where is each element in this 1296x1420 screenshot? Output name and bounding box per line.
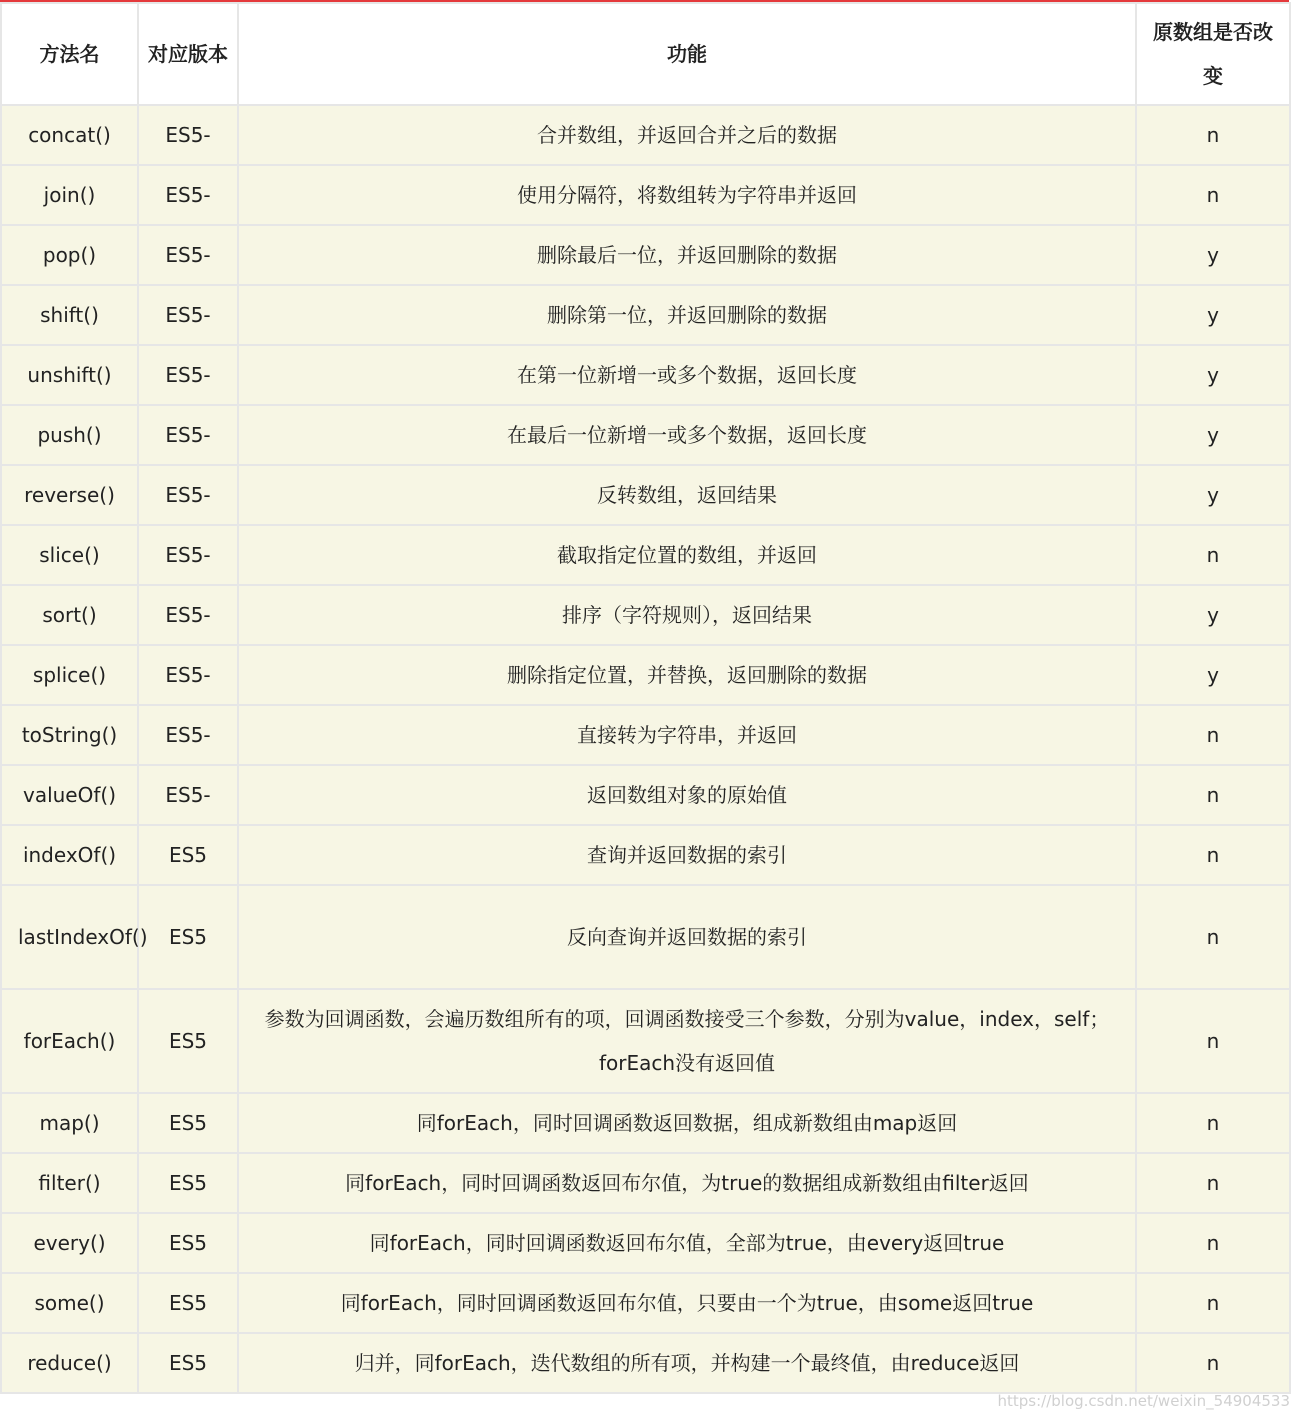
cell-method-name: forEach() <box>1 989 138 1093</box>
header-version: 对应版本 <box>138 3 238 105</box>
cell-mutates: y <box>1136 645 1290 705</box>
cell-description: 归并，同forEach，迭代数组的所有项，并构建一个最终值，由reduce返回 <box>238 1333 1136 1393</box>
cell-method-name: reverse() <box>1 465 138 525</box>
cell-description: 同forEach，同时回调函数返回布尔值，只要由一个为true，由some返回true <box>238 1273 1136 1333</box>
cell-version: ES5- <box>138 705 238 765</box>
table-row <box>1 465 1290 525</box>
cell-version: ES5- <box>138 765 238 825</box>
cell-mutates: y <box>1136 405 1290 465</box>
cell-version: ES5- <box>138 225 238 285</box>
table-row <box>1 525 1290 585</box>
header-function: 功能 <box>238 3 1136 105</box>
header-method-name: 方法名 <box>1 3 138 105</box>
cell-mutates: n <box>1136 1093 1290 1153</box>
cell-mutates: n <box>1136 1273 1290 1333</box>
cell-description: 排序（字符规则），返回结果 <box>238 585 1136 645</box>
cell-mutates: n <box>1136 1153 1290 1213</box>
array-methods-table <box>0 2 1291 1394</box>
table-row <box>1 825 1290 885</box>
cell-method-name: filter() <box>1 1153 138 1213</box>
watermark: https://blog.csdn.net/weixin_54904533 <box>997 1392 1290 1410</box>
cell-mutates: y <box>1136 285 1290 345</box>
table-row <box>1 225 1290 285</box>
table-row <box>1 989 1290 1093</box>
cell-method-name: indexOf() <box>1 825 138 885</box>
cell-description: 删除最后一位，并返回删除的数据 <box>238 225 1136 285</box>
table-row <box>1 885 1290 989</box>
cell-method-name: push() <box>1 405 138 465</box>
cell-description: 截取指定位置的数组，并返回 <box>238 525 1136 585</box>
cell-method-name: lastIndexOf() <box>1 885 138 989</box>
cell-description: 同forEach，同时回调函数返回布尔值，为true的数据组成新数组由filter返回 <box>238 1153 1136 1213</box>
cell-method-name: shift() <box>1 285 138 345</box>
table-row <box>1 765 1290 825</box>
cell-version: ES5- <box>138 465 238 525</box>
cell-mutates: n <box>1136 1213 1290 1273</box>
cell-description: 查询并返回数据的索引 <box>238 825 1136 885</box>
cell-description: 同forEach，同时回调函数返回数据，组成新数组由map返回 <box>238 1093 1136 1153</box>
cell-version: ES5 <box>138 825 238 885</box>
cell-description: 反向查询并返回数据的索引 <box>238 885 1136 989</box>
cell-mutates: n <box>1136 105 1290 165</box>
table-row <box>1 1213 1290 1273</box>
table-row <box>1 405 1290 465</box>
table-row <box>1 585 1290 645</box>
table-row <box>1 705 1290 765</box>
cell-description: 使用分隔符，将数组转为字符串并返回 <box>238 165 1136 225</box>
table-row <box>1 345 1290 405</box>
table-row <box>1 1153 1290 1213</box>
cell-mutates: n <box>1136 989 1290 1093</box>
cell-method-name: toString() <box>1 705 138 765</box>
table-row <box>1 645 1290 705</box>
table-row <box>1 285 1290 345</box>
cell-description: 删除指定位置，并替换，返回删除的数据 <box>238 645 1136 705</box>
cell-mutates: y <box>1136 585 1290 645</box>
cell-method-name: concat() <box>1 105 138 165</box>
cell-method-name: sort() <box>1 585 138 645</box>
cell-method-name: join() <box>1 165 138 225</box>
cell-version: ES5 <box>138 1213 238 1273</box>
cell-version: ES5- <box>138 105 238 165</box>
cell-method-name: splice() <box>1 645 138 705</box>
cell-method-name: unshift() <box>1 345 138 405</box>
cell-description: 反转数组，返回结果 <box>238 465 1136 525</box>
cell-mutates: n <box>1136 885 1290 989</box>
table-row <box>1 165 1290 225</box>
cell-description: 同forEach，同时回调函数返回布尔值，全部为true，由every返回true <box>238 1213 1136 1273</box>
cell-mutates: n <box>1136 825 1290 885</box>
cell-description: 直接转为字符串，并返回 <box>238 705 1136 765</box>
cell-description: 合并数组，并返回合并之后的数据 <box>238 105 1136 165</box>
cell-version: ES5 <box>138 1273 238 1333</box>
table-row <box>1 1333 1290 1393</box>
cell-version: ES5- <box>138 165 238 225</box>
cell-mutates: n <box>1136 1333 1290 1393</box>
cell-version: ES5- <box>138 645 238 705</box>
cell-version: ES5 <box>138 1333 238 1393</box>
cell-description: 在最后一位新增一或多个数据，返回长度 <box>238 405 1136 465</box>
cell-version: ES5- <box>138 525 238 585</box>
cell-version: ES5- <box>138 585 238 645</box>
cell-description: 返回数组对象的原始值 <box>238 765 1136 825</box>
header-mutates-original: 原数组是否改变 <box>1136 3 1290 105</box>
cell-mutates: n <box>1136 165 1290 225</box>
cell-mutates: n <box>1136 705 1290 765</box>
cell-version: ES5- <box>138 405 238 465</box>
cell-method-name: some() <box>1 1273 138 1333</box>
cell-method-name: pop() <box>1 225 138 285</box>
cell-mutates: y <box>1136 465 1290 525</box>
table-row <box>1 105 1290 165</box>
cell-method-name: slice() <box>1 525 138 585</box>
cell-mutates: n <box>1136 765 1290 825</box>
cell-method-name: map() <box>1 1093 138 1153</box>
cell-description: 删除第一位，并返回删除的数据 <box>238 285 1136 345</box>
cell-version: ES5- <box>138 285 238 345</box>
cell-method-name: valueOf() <box>1 765 138 825</box>
cell-description: 在第一位新增一或多个数据，返回长度 <box>238 345 1136 405</box>
cell-mutates: y <box>1136 345 1290 405</box>
cell-method-name: reduce() <box>1 1333 138 1393</box>
table-header-row <box>1 3 1290 105</box>
cell-version: ES5 <box>138 1153 238 1213</box>
cell-mutates: y <box>1136 225 1290 285</box>
cell-description: 参数为回调函数，会遍历数组所有的项，回调函数接受三个参数，分别为value，index，self；forEach没有返回值 <box>238 989 1136 1093</box>
cell-mutates: n <box>1136 525 1290 585</box>
cell-version: ES5 <box>138 989 238 1093</box>
table-row <box>1 1273 1290 1333</box>
cell-version: ES5 <box>138 885 238 989</box>
table-row <box>1 1093 1290 1153</box>
cell-method-name: every() <box>1 1213 138 1273</box>
cell-version: ES5 <box>138 1093 238 1153</box>
cell-version: ES5- <box>138 345 238 405</box>
